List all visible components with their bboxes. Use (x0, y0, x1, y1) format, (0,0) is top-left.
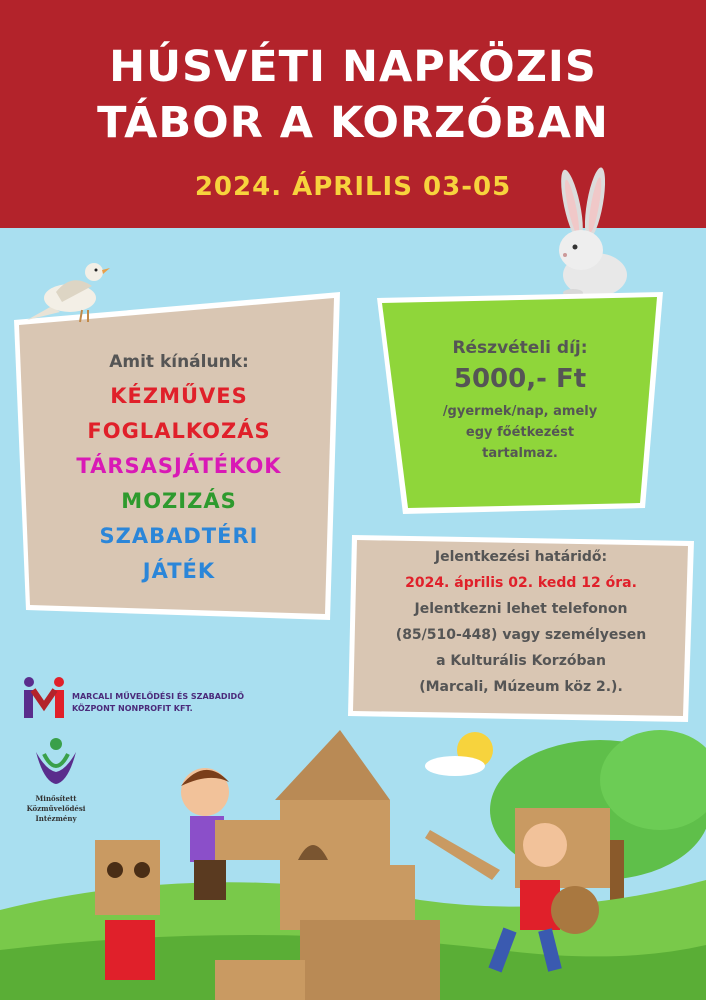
fee-note-2: egy főétkezést (465, 425, 575, 440)
offer-item-6: JÁTÉK (142, 559, 216, 583)
deadline-line-4: (85/510-448) vagy személyesen (395, 627, 647, 643)
offer-item-1: KÉZMŰVES (110, 384, 248, 408)
play-scene-illustration (0, 720, 706, 1000)
title-line-2: TÁBOR A KORZÓBAN (97, 98, 609, 148)
title-line-1: HÚSVÉTI NAPKÖZIS (109, 42, 597, 92)
deadline-line-3: Jelentkezni lehet telefonon (414, 601, 628, 617)
org-name-line-1: MARCALI MŰVELŐDÉSI ÉS SZABADIDŐ (72, 692, 244, 701)
offer-item-3: TÁRSASJÁTÉKOK (76, 454, 282, 478)
deadline-panel (348, 535, 694, 722)
event-dates: 2024. ÁPRILIS 03-05 (194, 172, 512, 202)
deadline-date: 2024. április 02. kedd 12 óra. (405, 575, 637, 591)
org-logo (22, 676, 322, 724)
dove-icon (22, 258, 112, 328)
fee-panel (377, 292, 663, 514)
fee-label: Részvételi díj: (452, 338, 588, 358)
offer-item-2: FOGLALKOZÁS (87, 419, 271, 443)
fee-note-3: tartalmaz. (482, 446, 558, 461)
quality-line-2: Közművelődési (26, 804, 86, 813)
offer-intro: Amit kínálunk: (109, 352, 249, 372)
offer-panel (14, 292, 344, 632)
deadline-line-6: (Marcali, Múzeum köz 2.). (419, 679, 623, 695)
fee-amount: 5000,- Ft (453, 364, 587, 394)
deadline-line-5: a Kulturális Korzóban (436, 653, 606, 669)
fee-note-1: /gyermek/nap, amely (442, 404, 598, 419)
deadline-label: Jelentkezési határidő: (434, 549, 608, 565)
org-logo-icon (22, 676, 66, 720)
quality-line-3: Intézmény (35, 814, 77, 823)
offer-item-4: MOZIZÁS (121, 489, 237, 513)
rabbit-icon (545, 165, 631, 300)
org-name-line-2: KÖZPONT NONPROFIT KFT. (72, 704, 193, 713)
quality-line-1: Minősített (35, 794, 77, 803)
offer-item-5: SZABADTÉRI (99, 524, 259, 548)
